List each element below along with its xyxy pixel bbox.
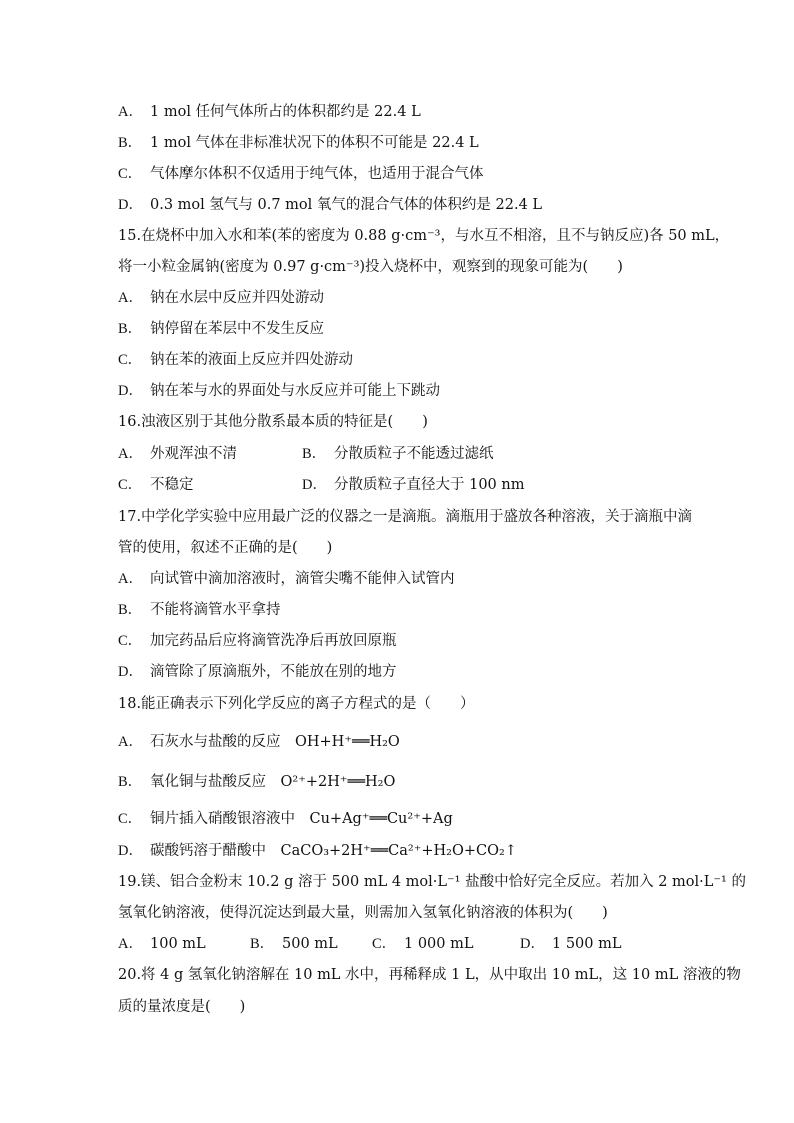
option-text: 铜片插入硝酸银溶液中 Cu+Ag⁺══Cu²⁺+Ag — [150, 811, 453, 827]
q19-option-d — [520, 934, 622, 954]
option-text: 不能将滴管水平拿持 — [150, 602, 281, 618]
option-label: B． — [118, 774, 143, 790]
option-text: 不稳定 — [150, 477, 194, 493]
q20-stem-line-2: 质的量浓度是( ) — [118, 999, 246, 1015]
q15-stem-line-2: 将一小粒金属钠(密度为 0.97 g·cm⁻³)投入烧杯中，观察到的现象可能为( ) — [118, 259, 623, 275]
option-text: 石灰水与盐酸的反应 OH+H⁺══H₂O — [150, 734, 400, 750]
option-label: D． — [118, 383, 143, 399]
q18-option-c — [118, 809, 453, 829]
option-label: A． — [118, 104, 143, 120]
option-text: 分散质粒子不能透过滤纸 — [334, 446, 494, 462]
option-label: A． — [118, 936, 143, 952]
q16-option-b — [302, 444, 494, 464]
option-label: D． — [118, 843, 143, 859]
option-label: A． — [118, 571, 143, 587]
q15-option-b — [118, 319, 324, 339]
q17-option-a — [118, 569, 455, 589]
option-text: 钠停留在苯层中不发生反应 — [150, 321, 324, 337]
option-text: 500 mL — [282, 936, 338, 952]
option-label: B． — [118, 602, 143, 618]
q15-option-a — [118, 288, 324, 308]
option-label: B． — [250, 936, 275, 952]
option-label: A． — [118, 446, 143, 462]
q14-option-c — [118, 164, 484, 184]
q15-stem-line-1: 15.在烧杯中加入水和苯(苯的密度为 0.88 g·cm⁻³，与水互不相溶，且不与钠反应)各 50 mL， — [118, 228, 730, 244]
q14-option-d — [118, 195, 542, 215]
option-text: 加完药品后应将滴管洗净后再放回原瓶 — [150, 633, 397, 649]
option-text: 气体摩尔体积不仅适用于纯气体，也适用于混合气体 — [150, 166, 484, 182]
option-label: A． — [118, 734, 143, 750]
q18-option-d — [118, 841, 517, 861]
q19-option-a — [118, 934, 206, 954]
q19-option-c — [372, 934, 474, 954]
option-text: 向试管中滴加溶液时，滴管尖嘴不能伸入试管内 — [150, 571, 455, 587]
option-label: A． — [118, 290, 143, 306]
option-text: 1 mol 气体在非标准状况下的体积不可能是 22.4 L — [150, 135, 479, 151]
option-text: 分散质粒子直径大于 100 nm — [334, 477, 525, 493]
q17-stem-line-2: 管的使用，叙述不正确的是( ) — [118, 540, 333, 556]
option-text: 0.3 mol 氢气与 0.7 mol 氧气的混合气体的体积约是 22.4 L — [150, 197, 543, 213]
q17-stem-line-1: 17.中学化学实验中应用最广泛的仪器之一是滴瓶。滴瓶用于盛放各种溶液，关于滴瓶中滴 — [118, 509, 693, 525]
q16-option-d — [302, 475, 524, 495]
option-text: 外观浑浊不清 — [150, 446, 237, 462]
option-text: 钠在苯与水的界面处与水反应并可能上下跳动 — [150, 383, 440, 399]
q20-stem-line-1: 20.将 4 g 氢氧化钠溶解在 10 mL 水中，再稀释成 1 L，从中取出 10 mL，这 10 mL 溶液的物 — [118, 967, 741, 983]
option-text: 1 500 mL — [552, 936, 622, 952]
option-label: C． — [118, 633, 143, 649]
option-label: B． — [118, 321, 143, 337]
option-label: B． — [118, 135, 143, 151]
option-label: C． — [118, 477, 143, 493]
q19-option-b — [250, 934, 338, 954]
q14-option-a — [118, 102, 421, 122]
q17-option-b — [118, 600, 281, 620]
q16-option-a — [118, 444, 237, 464]
q17-option-c — [118, 631, 397, 651]
option-text: 滴管除了原滴瓶外，不能放在别的地方 — [150, 664, 397, 680]
option-text: 100 mL — [150, 936, 206, 952]
q15-option-c — [118, 350, 353, 370]
option-label: C． — [118, 811, 143, 827]
q18-stem: 18.能正确表示下列化学反应的离子方程式的是（ ） — [118, 696, 475, 712]
option-label: C． — [372, 936, 397, 952]
option-text: 钠在水层中反应并四处游动 — [150, 290, 324, 306]
q17-option-d — [118, 662, 397, 682]
q19-stem-line-1: 19.镁、铝合金粉末 10.2 g 溶于 500 mL 4 mol·L⁻¹ 盐酸中恰好完全反应。若加入 2 mol·L⁻¹ 的 — [118, 874, 746, 890]
option-text: 钠在苯的液面上反应并四处游动 — [150, 352, 353, 368]
q18-option-a — [118, 732, 400, 752]
q16-stem: 16.浊液区别于其他分散系最本质的特征是( ) — [118, 414, 428, 430]
q15-option-d — [118, 381, 440, 401]
q14-option-b — [118, 133, 479, 153]
option-label: D． — [302, 477, 327, 493]
option-text: 1 mol 任何气体所占的体积都约是 22.4 L — [150, 104, 421, 120]
option-text: 氧化铜与盐酸反应 O²⁺+2H⁺══H₂O — [150, 774, 396, 790]
q19-stem-line-2: 氢氧化钠溶液，使得沉淀达到最大量，则需加入氢氧化钠溶液的体积为( ) — [118, 905, 608, 921]
option-label: B． — [302, 446, 327, 462]
option-text: 1 000 mL — [404, 936, 474, 952]
option-label: D． — [118, 664, 143, 680]
option-label: D． — [118, 197, 143, 213]
q16-option-c — [118, 475, 194, 495]
option-text: 碳酸钙溶于醋酸中 CaCO₃+2H⁺══Ca²⁺+H₂O+CO₂↑ — [150, 843, 517, 859]
option-label: C． — [118, 352, 143, 368]
q18-option-b — [118, 772, 395, 792]
option-label: C． — [118, 166, 143, 182]
option-label: D． — [520, 936, 545, 952]
